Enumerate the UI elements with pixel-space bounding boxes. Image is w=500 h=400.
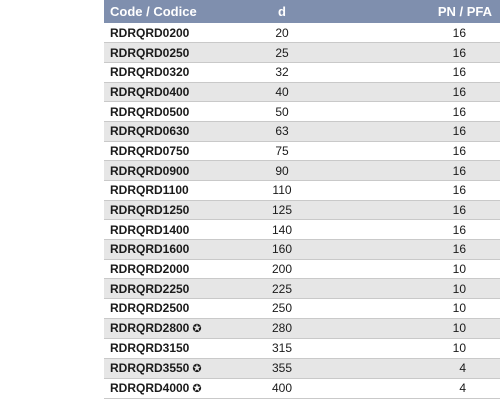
product-code-cell	[104, 358, 226, 378]
pressure-cell: 16	[338, 121, 500, 141]
product-code-cell	[104, 200, 226, 220]
product-code-cell	[104, 299, 226, 319]
product-code: RDRQRD2800	[110, 320, 190, 335]
diameter-cell: 355	[226, 358, 338, 378]
pressure-cell: 4	[338, 358, 500, 378]
pressure-cell: 10	[338, 259, 500, 279]
diameter-cell: 50	[226, 102, 338, 122]
product-code-cell	[104, 102, 226, 122]
diameter-cell: 280	[226, 318, 338, 338]
table-row	[104, 82, 500, 102]
pressure-cell: 10	[338, 318, 500, 338]
table-row	[104, 102, 500, 122]
pressure-cell: 16	[338, 23, 500, 43]
product-code-cell	[104, 62, 226, 82]
product-code-cell	[104, 141, 226, 161]
pressure-cell: 16	[338, 240, 500, 260]
product-code: RDRQRD3550	[110, 360, 190, 375]
product-code: RDRQRD0250	[110, 45, 190, 60]
table-row	[104, 259, 500, 279]
table-row	[104, 23, 500, 43]
diameter-cell: 160	[226, 240, 338, 260]
product-code: RDRQRD0400	[110, 84, 190, 99]
star-mark-icon: ✪	[192, 362, 202, 375]
product-code-cell	[104, 240, 226, 260]
product-code-cell	[104, 23, 226, 43]
pressure-cell: 16	[338, 161, 500, 181]
product-code: RDRQRD2250	[110, 281, 190, 296]
product-code: RDRQRD2500	[110, 301, 190, 316]
diameter-cell: 75	[226, 141, 338, 161]
product-code-cell	[104, 378, 226, 398]
header-pressure: PN / PFA	[437, 4, 492, 19]
table-row	[104, 220, 500, 240]
table-row	[104, 279, 500, 299]
product-code: RDRQRD0630	[110, 124, 190, 139]
header-code: Code / Codice	[110, 4, 197, 19]
pressure-cell: 10	[338, 279, 500, 299]
pressure-cell: 10	[338, 299, 500, 319]
diameter-cell: 400	[226, 378, 338, 398]
product-code-cell	[104, 318, 226, 338]
product-code-cell	[104, 121, 226, 141]
pressure-cell: 16	[338, 43, 500, 63]
product-code: RDRQRD1250	[110, 203, 190, 218]
product-code: RDRQRD4000	[110, 380, 190, 395]
table-row	[104, 200, 500, 220]
product-code: RDRQRD1100	[110, 183, 189, 198]
pressure-cell: 4	[338, 378, 500, 398]
product-code-cell	[104, 181, 226, 201]
pressure-cell: 16	[338, 200, 500, 220]
product-code: RDRQRD1400	[110, 222, 190, 237]
pressure-cell: 16	[338, 141, 500, 161]
table-row	[104, 240, 500, 260]
table-row	[104, 378, 500, 398]
pressure-cell: 16	[338, 220, 500, 240]
table-row	[104, 318, 500, 338]
diameter-cell: 225	[226, 279, 338, 299]
spec-table-body	[104, 23, 500, 398]
table-row	[104, 299, 500, 319]
product-code-cell	[104, 279, 226, 299]
product-code-cell	[104, 259, 226, 279]
spec-table-header	[104, 0, 500, 23]
diameter-cell: 250	[226, 299, 338, 319]
diameter-cell: 32	[226, 62, 338, 82]
diameter-cell: 125	[226, 200, 338, 220]
table-row	[104, 43, 500, 63]
product-code: RDRQRD0750	[110, 143, 190, 158]
diameter-cell: 40	[226, 82, 338, 102]
table-row	[104, 338, 500, 358]
diameter-cell: 200	[226, 259, 338, 279]
product-code: RDRQRD0320	[110, 65, 190, 80]
spec-table	[104, 0, 500, 399]
diameter-cell: 20	[226, 23, 338, 43]
table-row	[104, 62, 500, 82]
header-diameter: d	[278, 4, 286, 19]
pressure-cell: 16	[338, 181, 500, 201]
diameter-cell: 110	[226, 181, 338, 201]
pressure-cell: 16	[338, 82, 500, 102]
table-row	[104, 358, 500, 378]
pressure-cell: 10	[338, 338, 500, 358]
diameter-cell: 90	[226, 161, 338, 181]
header-row	[104, 0, 500, 23]
product-code-cell	[104, 161, 226, 181]
product-code-cell	[104, 220, 226, 240]
pressure-cell: 16	[338, 62, 500, 82]
table-row	[104, 121, 500, 141]
product-code: RDRQRD0900	[110, 163, 190, 178]
product-code-cell	[104, 43, 226, 63]
diameter-cell: 315	[226, 338, 338, 358]
diameter-cell: 140	[226, 220, 338, 240]
diameter-cell: 63	[226, 121, 338, 141]
diameter-cell: 25	[226, 43, 338, 63]
table-row	[104, 141, 500, 161]
table-row	[104, 161, 500, 181]
star-mark-icon: ✪	[192, 382, 202, 395]
product-code: RDRQRD1600	[110, 242, 190, 257]
product-code: RDRQRD0500	[110, 104, 190, 119]
product-code: RDRQRD0200	[110, 25, 190, 40]
product-code-cell	[104, 338, 226, 358]
product-code: RDRQRD2000	[110, 262, 190, 277]
pressure-cell: 16	[338, 102, 500, 122]
product-code: RDRQRD3150	[110, 341, 190, 356]
product-code-cell	[104, 82, 226, 102]
star-mark-icon: ✪	[192, 322, 202, 335]
table-row	[104, 181, 500, 201]
